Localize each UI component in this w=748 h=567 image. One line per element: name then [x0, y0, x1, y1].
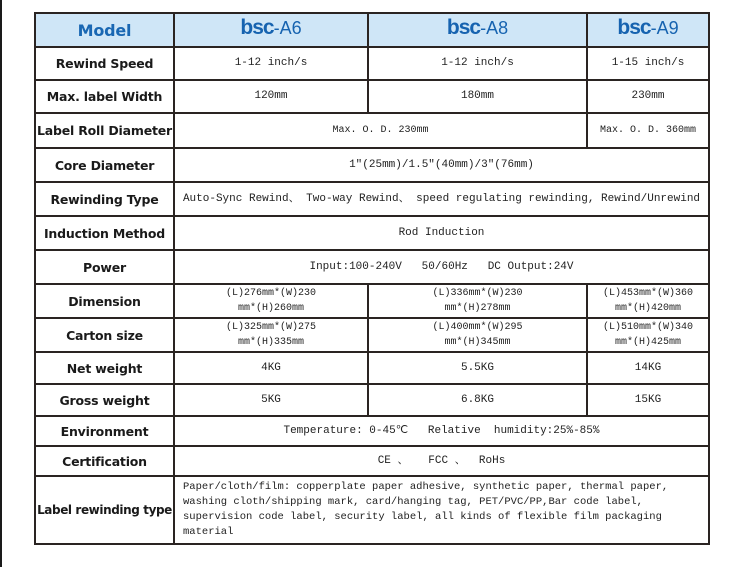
row-label: Gross weight	[35, 384, 174, 416]
row-label: Induction Method	[35, 216, 174, 250]
line: mm*(H)278mm	[444, 303, 511, 314]
cell-a6-a8: Max. O. D. 230mm	[174, 113, 587, 148]
row-certification	[35, 446, 709, 476]
row-induction-method	[35, 216, 709, 250]
row-label: Label Roll Diameter	[35, 113, 174, 148]
spec-table	[34, 12, 710, 545]
row-label: Certification	[35, 446, 174, 476]
brand-logo: bsc	[446, 16, 481, 39]
cell-a9: 230mm	[587, 80, 709, 113]
cell-a6	[174, 318, 368, 352]
row-carton-size	[35, 318, 709, 352]
row-label: Max. label Width	[35, 80, 174, 113]
row-label: Net weight	[35, 352, 174, 384]
row-label: Power	[35, 250, 174, 284]
cell-a6	[174, 284, 368, 318]
model-suffix: -A9	[650, 18, 679, 38]
line: (L)276mm*(W)230	[225, 288, 316, 299]
row-gross-weight	[35, 384, 709, 416]
line: mm*(H)335mm	[237, 337, 304, 348]
cell-all: 1″(25mm)/1.5″(40mm)/3″(76mm)	[174, 148, 709, 182]
line: mm*(H)260mm	[237, 303, 304, 314]
cell-a6: 1-12 inch/s	[174, 47, 368, 80]
cell-a9: Max. O. D. 360mm	[587, 113, 709, 148]
cell-a9	[587, 318, 709, 352]
cell-a8: 180mm	[368, 80, 587, 113]
cell-a9: 1-15 inch/s	[587, 47, 709, 80]
row-label: Core Diameter	[35, 148, 174, 182]
cell-all: Temperature: 0-45℃ Relative humidity:25%-85%	[174, 416, 709, 446]
line: mm*(H)425mm	[614, 337, 681, 348]
brand-logo: bsc	[617, 16, 651, 39]
cell-all: Rod Induction	[174, 216, 709, 250]
row-label: Dimension	[35, 284, 174, 318]
model-header: Model	[35, 13, 174, 47]
row-core-diameter	[35, 148, 709, 182]
left-edge-border	[0, 0, 2, 567]
row-label-rewinding-type	[35, 476, 709, 544]
cell-a6: 4KG	[174, 352, 368, 384]
cell-a8: 1-12 inch/s	[368, 47, 587, 80]
cell-a8	[368, 284, 587, 318]
row-label: Rewinding Type	[35, 182, 174, 216]
line: (L)336mm*(W)230	[432, 288, 523, 299]
cell-all: Input:100-240V 50/60Hz DC Output:24V	[174, 250, 709, 284]
header-row	[35, 13, 709, 47]
row-power	[35, 250, 709, 284]
line: (L)325mm*(W)275	[225, 322, 316, 333]
row-rewind-speed	[35, 47, 709, 80]
line: mm*(H)345mm	[444, 337, 511, 348]
cell-a9: 14KG	[587, 352, 709, 384]
cell-a9	[587, 284, 709, 318]
cell-a8: 6.8KG	[368, 384, 587, 416]
row-net-weight	[35, 352, 709, 384]
cell-all: Auto-Sync Rewind、 Two-way Rewind、 speed regulating rewinding, Rewind/Unrewind	[174, 182, 709, 216]
line: (L)400mm*(W)295	[432, 322, 523, 333]
model-suffix: -A8	[480, 18, 509, 38]
model-a9	[587, 13, 709, 47]
row-label: Environment	[35, 416, 174, 446]
row-label: Label rewinding type	[35, 476, 174, 544]
line: washing cloth/shipping mark, card/hanging tag, PET/PVC/PP,Bar code label,	[183, 496, 643, 508]
line: (L)510mm*(W)340	[602, 322, 693, 333]
cell-a9: 15KG	[587, 384, 709, 416]
brand-logo: bsc	[240, 16, 274, 39]
cell-a8: 5.5KG	[368, 352, 587, 384]
row-rewinding-type	[35, 182, 709, 216]
model-a6	[174, 13, 368, 47]
model-suffix: -A6	[273, 18, 302, 38]
row-label: Carton size	[35, 318, 174, 352]
line: mm*(H)420mm	[614, 303, 681, 314]
cell-a8	[368, 318, 587, 352]
cell-all	[174, 476, 709, 544]
row-label-roll-diameter	[35, 113, 709, 148]
row-dimension	[35, 284, 709, 318]
cell-all: CE 、 FCC 、 RoHs	[174, 446, 709, 476]
cell-a6: 5KG	[174, 384, 368, 416]
row-max-label-width	[35, 80, 709, 113]
model-a8	[368, 13, 587, 47]
row-environment	[35, 416, 709, 446]
row-label: Rewind Speed	[35, 47, 174, 80]
line: (L)453mm*(W)360	[602, 288, 693, 299]
cell-a6: 120mm	[174, 80, 368, 113]
line: Paper/cloth/film: copperplate paper adhesive, synthetic paper, thermal paper,	[183, 481, 669, 493]
line: supervision code label, security label, all kinds of flexible film packaging material	[183, 511, 662, 538]
